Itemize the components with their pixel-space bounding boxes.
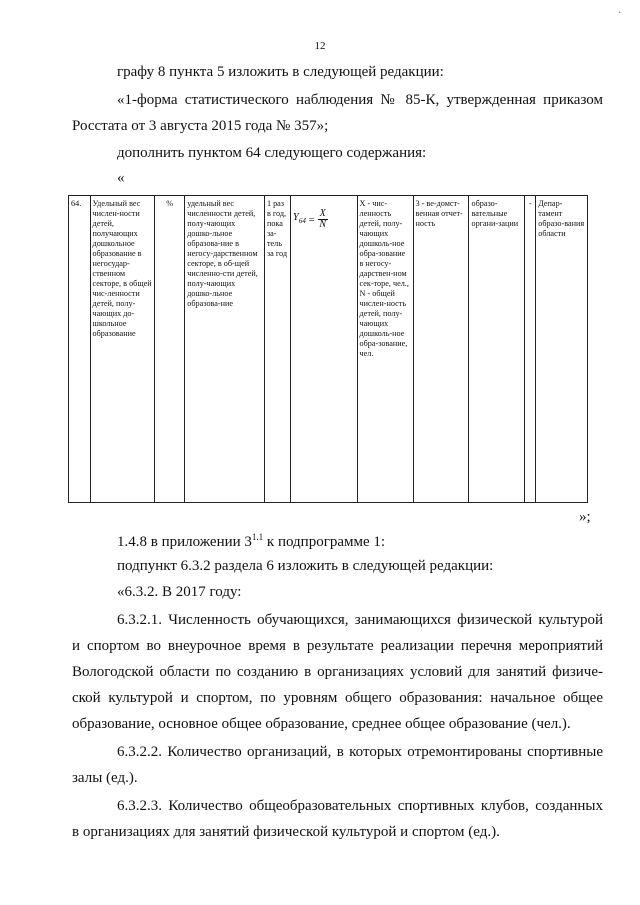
cell-number: 64. — [69, 196, 91, 503]
para1-line-5: образование, основное общее образование, среднее общее образование (чел.). — [72, 716, 571, 732]
text-line-3: Росстата от 3 августа 2015 года № 357»; — [72, 118, 329, 134]
text-line-2: «1-форма статистического наблюдения № 85-К, утвержденная приказом — [117, 92, 603, 108]
cell-variables: X - чис-ленность детей, полу-чающих дошколь-ное обра-зование в негосу-дарствен-ном сек-торе, чел., N - общей числен-ность детей, полу-чающих дошколь-ное обра-зование, чел. — [357, 196, 413, 503]
para3-line-2: в организациях для занятий физической культурой и спортом (ед.). — [72, 824, 500, 840]
open-quote: « — [117, 170, 125, 186]
para1-line-1: 6.3.2.1. Численность обучающихся, занимающихся физической культурой — [117, 612, 603, 628]
para1-line-4: ской культурой и спортом, по уровням общего образования: начальное общее — [72, 690, 603, 706]
close-quote: »; — [579, 509, 591, 525]
cell-organizations: образо-вательные органи-зации — [469, 196, 525, 503]
cell-dash: - — [525, 196, 536, 503]
fraction-denominator: N — [319, 219, 326, 230]
cell-formula — [290, 196, 357, 503]
formula-lhs: $Y_{64}$ — [292, 211, 306, 226]
text-line-5: 1.4.8 в приложении $3^{1.1}$ к подпрограмме 1: — [117, 532, 386, 550]
equals-sign: = — [307, 213, 316, 226]
text-line-1: графу 8 пункта 5 изложить в следующей редакции: — [117, 64, 444, 80]
text-line-6: подпункт 6.3.2 раздела 6 изложить в следующей редакции: — [117, 558, 494, 574]
cell-responsible: Депар-тамент образо-вания области — [536, 196, 588, 503]
indicator-table — [68, 195, 588, 503]
page-number: 12 — [314, 40, 326, 52]
fraction — [317, 209, 328, 230]
cell-indicator-name: Удельный вес числен-ности детей, получающих дошкольное образование в негосудар-ственном секторе, в общей чис-ленности детей, полу-чающих до-школьное образование — [90, 196, 155, 503]
fraction-numerator: X — [319, 208, 326, 219]
cell-periodicity: 1 раз в год, пока за-тель за год — [264, 196, 290, 503]
text-line-7: «6.3.2. В 2017 году: — [117, 584, 242, 600]
para2-line-1: 6.3.2.2. Количество организаций, в которых отремонтированы спортивные — [117, 744, 603, 760]
para1-line-2: и спортом во внеурочное время в результате реализации перечня мероприятий — [72, 638, 603, 654]
cell-unit: % — [155, 196, 185, 503]
table-row — [69, 196, 588, 503]
cell-source: 3 - ве-домст-венная отчет-ность — [413, 196, 469, 503]
para1-line-3: Вологодской области по созданию в организациях условий для занятий физиче- — [72, 664, 603, 680]
text-line-4: дополнить пунктом 64 следующего содержания: — [117, 145, 427, 161]
para3-line-1: 6.3.2.3. Количество общеобразовательных спортивных клубов, созданных — [117, 798, 603, 814]
para2-line-2: залы (ед.). — [72, 770, 138, 786]
corner-mark: · — [618, 8, 622, 19]
cell-definition: удельный вес численности детей, полу-чающих дошко-льное образова-ние в негосу-дарственном секторе, в об-щей численно-сти детей, полу-чающих дошко-льное образова-ние — [185, 196, 265, 503]
formula — [293, 209, 355, 230]
